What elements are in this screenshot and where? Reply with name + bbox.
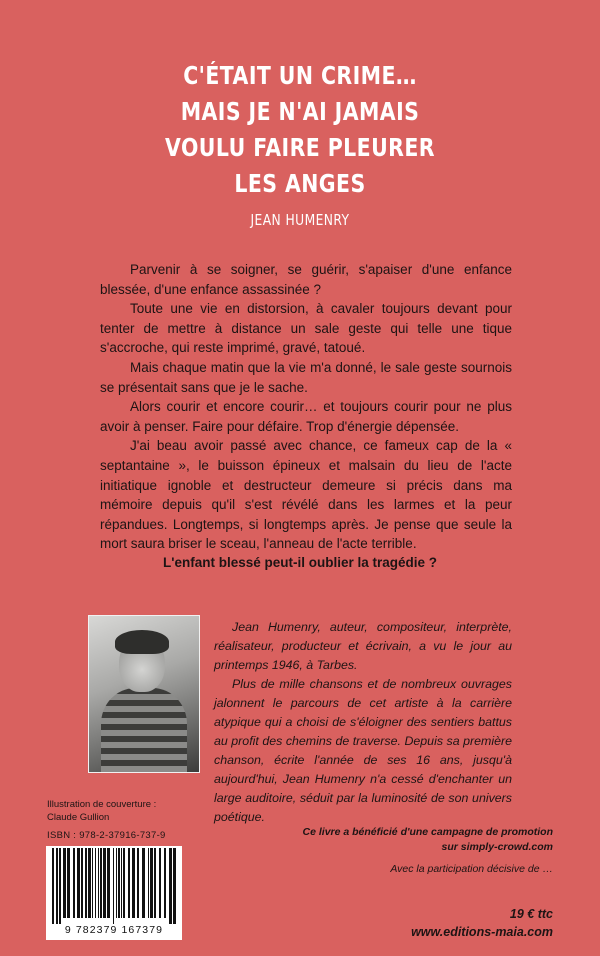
barcode-bar: [63, 848, 66, 918]
barcode-digits: 9 782379 167379: [64, 924, 164, 936]
barcode-bar: [148, 848, 149, 918]
photo-hair-shape: [115, 630, 169, 654]
promotion-line: Ce livre a bénéficié d'une campagne de promotion: [302, 826, 553, 838]
barcode-bar: [88, 848, 91, 918]
summary-paragraph: Toute une vie en distorsion, à cavaler toujours devant pour tenter de mettre à distance un sale geste qui telle une tique s'accroche, qui reste imprimé, gravé, tatoué.: [100, 301, 512, 356]
barcode-bar: [118, 848, 120, 918]
bio-paragraph: Jean Humenry, auteur, compositeur, interprète, réalisateur, producteur et écrivain, a vu le jour au printemps 1946, à Tarbes.: [214, 620, 512, 672]
barcode-bar: [116, 848, 117, 918]
barcode-bars: [50, 848, 178, 924]
summary-paragraph: Alors courir et encore courir… et toujours courir pour ne plus avoir à penser. Faire pour défaire. Trop d'énergie dépensée.: [100, 399, 512, 434]
barcode: [46, 846, 182, 940]
promotion-note: [263, 825, 553, 855]
title-line: C'ÉTAIT UN CRIME…: [183, 61, 417, 90]
illustration-credit: [47, 798, 156, 824]
summary-text: [100, 260, 512, 554]
summary-paragraph: Mais chaque matin que la vie m'a donné, le sale geste sournois se présentait sans que je le sache.: [100, 359, 512, 395]
barcode-bar: [107, 848, 110, 918]
barcode-bar: [67, 848, 70, 918]
bio-paragraph: Plus de mille chansons et de nombreux ouvrages jalonnent le parcours de cet artiste à la carrière atypique qui a choisi de s'éloigner des sentiers battus au profit des chemins de traverse. Depuis sa première chanson, écrite l'année de ses 16 ans, jusqu'à aujourd'hui, Jean Humenry n'a cessé d'enchanter un large auditoire, séduit par la luminosité de son univers poétique.: [214, 677, 512, 824]
barcode-bar: [100, 848, 102, 918]
barcode-bar: [95, 848, 96, 918]
barcode-bar: [77, 848, 80, 918]
title-line: VOULU FAIRE PLEURER: [165, 133, 435, 162]
barcode-bar: [52, 848, 54, 924]
barcode-bar: [159, 848, 161, 918]
photo-body-shape: [101, 688, 187, 773]
author-bio: [214, 618, 512, 827]
author-photo: [88, 615, 200, 773]
publisher-website: www.editions-maia.com: [411, 925, 553, 939]
barcode-bar: [81, 848, 83, 918]
barcode-bar: [59, 848, 61, 924]
barcode-bar: [132, 848, 135, 918]
barcode-bar: [73, 848, 75, 918]
book-title: [54, 58, 546, 202]
participation-note: Avec la participation décisive de …: [390, 863, 553, 875]
barcode-bar: [113, 848, 114, 924]
barcode-bar: [121, 848, 122, 918]
barcode-bar: [92, 848, 93, 918]
author-name: JEAN HUMENRY: [250, 211, 350, 229]
barcode-bar: [173, 848, 176, 924]
price: 19 € ttc: [509, 907, 553, 921]
barcode-bar: [85, 848, 87, 918]
barcode-bar: [142, 848, 145, 918]
summary-paragraph: Parvenir à se soigner, se guérir, s'apaiser d'une enfance blessée, d'une enfance assassinée ?: [100, 262, 512, 297]
summary-paragraph: J'ai beau avoir passé avec chance, ce fameux cap de la « septantaine », le buisson épineux et malsain du lieu de l'acte initiatique ignoble et destructeur demeure si précis dans ma mémoire depuis qu'il s'est révélé dans les larmes et la peur répandues. Longtemps, si longtemps après. Je pense que seule la mort saura briser le sceau, l'anneau de l'acte terrible.: [100, 438, 512, 552]
barcode-bar: [137, 848, 139, 918]
barcode-bar: [98, 848, 99, 918]
title-line: LES ANGES: [234, 169, 366, 198]
barcode-bar: [164, 848, 166, 918]
credit-name: Claude Gullion: [47, 812, 110, 823]
isbn-number: ISBN : 978-2-37916-737-9: [47, 830, 166, 841]
barcode-bar: [154, 848, 156, 918]
barcode-bar: [123, 848, 125, 918]
title-line: MAIS JE N'AI JAMAIS: [180, 97, 420, 126]
barcode-bar: [150, 848, 153, 918]
barcode-bar: [128, 848, 130, 918]
barcode-bar: [56, 848, 58, 924]
tagline-question: L'enfant blessé peut-il oublier la tragédie ?: [162, 555, 437, 570]
credit-label: Illustration de couverture :: [47, 799, 157, 810]
promotion-line: sur simply-crowd.com: [441, 841, 553, 853]
barcode-bar: [169, 848, 172, 924]
barcode-bar: [103, 848, 106, 918]
